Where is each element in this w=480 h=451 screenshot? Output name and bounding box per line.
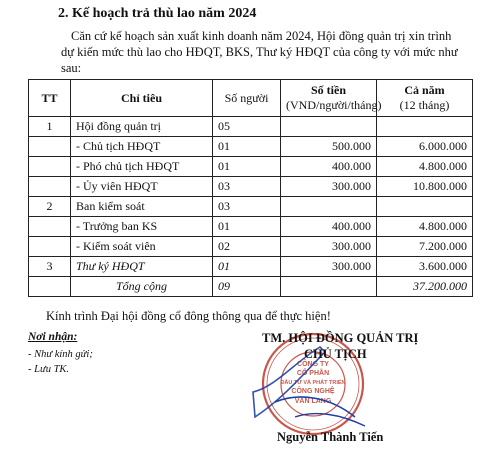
cell-tt: 2	[29, 197, 71, 217]
cell-tt	[29, 277, 71, 297]
table-row	[29, 257, 473, 277]
cell-tt	[29, 157, 71, 177]
cell-amount: 500.000	[281, 137, 377, 157]
cell-amount	[281, 277, 377, 297]
table-row	[29, 237, 473, 257]
cell-label: Ban kiểm soát	[71, 197, 213, 217]
cell-count: 05	[213, 117, 281, 137]
cell-count: 01	[213, 157, 281, 177]
cell-amount	[281, 117, 377, 137]
signer-name: Nguyễn Thành Tiến	[277, 430, 384, 444]
cell-year: 4.800.000	[377, 157, 473, 177]
cell-amount: 300.000	[281, 257, 377, 277]
table-row	[29, 117, 473, 137]
table-row	[29, 137, 473, 157]
header-so-tien-unit: (VND/người/tháng)	[286, 98, 382, 112]
cell-year: 6.000.000	[377, 137, 473, 157]
cell-count: 01	[213, 137, 281, 157]
cell-count: 01	[213, 217, 281, 237]
remuneration-table	[28, 79, 473, 297]
header-ca-nam-unit: (12 tháng)	[399, 98, 450, 112]
header-tt: TT	[29, 80, 71, 117]
cell-label: - Chủ tịch HĐQT	[71, 137, 213, 157]
cell-tt: 1	[29, 117, 71, 137]
header-ca-nam-label: Cả năm	[404, 83, 445, 97]
table-row	[29, 177, 473, 197]
cell-tt	[29, 177, 71, 197]
cell-tt	[29, 217, 71, 237]
cell-year	[377, 117, 473, 137]
header-so-nguoi: Số người	[213, 80, 281, 117]
total-label: Tổng cộng	[71, 277, 213, 297]
total-count: 09	[213, 277, 281, 297]
cell-label: - Kiểm soát viên	[71, 237, 213, 257]
cell-label: - Trưởng ban KS	[71, 217, 213, 237]
header-so-tien	[281, 80, 382, 117]
table-row	[29, 217, 473, 237]
closing-statement: Kính trình Đại hội đồng cổ đông thông qua để thực hiện!	[46, 309, 331, 323]
cell-tt: 3	[29, 257, 71, 277]
intro-paragraph: Căn cứ kế hoạch sản xuất kinh doanh năm 2024, Hội đồng quản trị xin trình dự kiến mức thù lao cho HĐQT, BKS, Thư ký HĐQT của công ty với mức như sau:	[61, 29, 458, 75]
cell-year: 3.600.000	[377, 257, 473, 277]
total-year: 37.200.000	[377, 277, 473, 297]
cell-label: Hội đồng quản trị	[71, 117, 213, 137]
cell-count: 03	[213, 197, 281, 217]
table-total-row	[29, 277, 473, 297]
svg-text:VĂN LANG: VĂN LANG	[294, 398, 332, 405]
cell-amount: 300.000	[281, 177, 377, 197]
recipient-item: - Như kính gửi;	[28, 349, 93, 360]
cell-year: 4.800.000	[377, 217, 473, 237]
signature-organization: TM. HỘI ĐỒNG QUẢN TRỊ	[262, 331, 419, 345]
cell-label: Thư ký HĐQT	[71, 257, 213, 277]
recipients-heading: Nơi nhận:	[28, 331, 78, 343]
table-row	[29, 197, 473, 217]
header-ca-nam	[377, 80, 473, 117]
cell-label: - Phó chủ tịch HĐQT	[71, 157, 213, 177]
header-chi-tieu: Chỉ tiêu	[71, 80, 213, 117]
table-header-row	[29, 80, 473, 117]
cell-year	[377, 197, 473, 217]
recipient-item: - Lưu TK.	[28, 364, 70, 375]
cell-label: - Ủy viên HĐQT	[71, 177, 213, 197]
cell-amount: 300.000	[281, 237, 377, 257]
cell-count: 03	[213, 177, 281, 197]
cell-tt	[29, 237, 71, 257]
svg-text:CÔNG TY: CÔNG TY	[297, 361, 329, 368]
cell-count: 02	[213, 237, 281, 257]
section-title: 2. Kế hoạch trả thù lao năm 2024	[58, 6, 257, 21]
cell-year: 10.800.000	[377, 177, 473, 197]
cell-amount: 400.000	[281, 157, 377, 177]
svg-text:CỔ PHẦN: CỔ PHẦN	[296, 370, 330, 377]
signature-role: CHỦ TỊCH	[304, 347, 367, 361]
table-row	[29, 157, 473, 177]
svg-text:CÔNG NGHỆ: CÔNG NGHỆ	[291, 388, 335, 395]
cell-tt	[29, 137, 71, 157]
header-so-tien-label: Số tiền	[310, 83, 346, 97]
cell-count: 01	[213, 257, 281, 277]
cell-year: 7.200.000	[377, 237, 473, 257]
cell-amount	[281, 197, 377, 217]
svg-text:ĐẦU TƯ VÀ PHÁT TRIỂN: ĐẦU TƯ VÀ PHÁT TRIỂN	[280, 380, 346, 386]
cell-amount: 400.000	[281, 217, 377, 237]
